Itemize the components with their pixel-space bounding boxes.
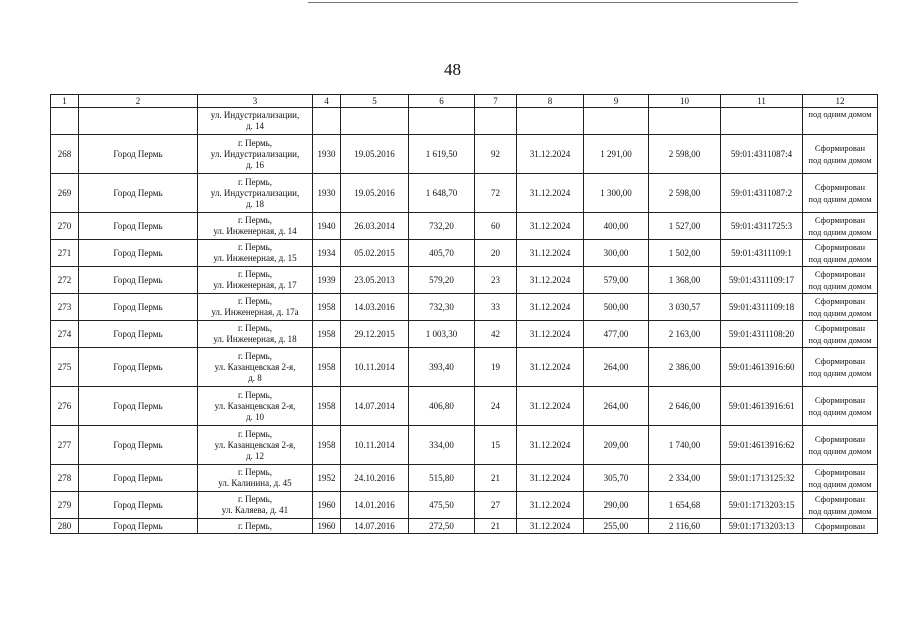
row-number: 270	[51, 213, 79, 240]
status-line: Сформирован	[814, 494, 866, 504]
deadline-cell: 31.12.2024	[517, 294, 584, 321]
address-cell	[198, 321, 313, 348]
address-line: д. 16	[245, 159, 265, 170]
norm-area-cell: 2 646,00	[649, 387, 721, 426]
column-number: 12	[803, 95, 878, 108]
deadline-cell: 31.12.2024	[517, 348, 584, 387]
date-cell: 14.07.2014	[341, 387, 409, 426]
city-cell: Город Пермь	[79, 240, 198, 267]
area-cell: 272,50	[409, 519, 475, 534]
city-cell: Город Пермь	[79, 321, 198, 348]
address-line: ул. Инженерная, д. 17а	[211, 307, 299, 317]
cadastral-cell: 59:01:4613916:62	[721, 426, 803, 465]
area-cell: 405,70	[409, 240, 475, 267]
area-cell: 393,40	[409, 348, 475, 387]
address-line: ул. Казанцевская 2-я,	[214, 439, 296, 450]
table-row	[51, 174, 878, 213]
year-cell: 1958	[313, 426, 341, 465]
cadastral-cell: 59:01:1713203:13	[721, 519, 803, 534]
year-cell: 1940	[313, 213, 341, 240]
address-line: д. 12	[245, 450, 265, 461]
table-row	[51, 294, 878, 321]
status-line: под одним домом	[808, 506, 872, 516]
row-number: 280	[51, 519, 79, 534]
land-area-cell: 255,00	[584, 519, 649, 534]
deadline-cell: 31.12.2024	[517, 267, 584, 294]
city-cell: Город Пермь	[79, 426, 198, 465]
address-line: ул. Индустриализации,	[210, 187, 300, 198]
housing-table	[50, 94, 878, 534]
norm-area-cell: 1 740,00	[649, 426, 721, 465]
address-cell	[198, 174, 313, 213]
status-line: Сформирован	[814, 269, 866, 279]
status-line: под одним домом	[808, 281, 872, 291]
continuation-status: под одним домом	[803, 108, 878, 135]
column-number: 11	[721, 95, 803, 108]
column-number: 7	[475, 95, 517, 108]
table-row	[51, 348, 878, 387]
date-cell: 24.10.2016	[341, 465, 409, 492]
city-cell: Город Пермь	[79, 294, 198, 321]
city-cell: Город Пермь	[79, 348, 198, 387]
row-number: 273	[51, 294, 79, 321]
address-line: ул. Инженерная, д. 14	[213, 226, 297, 236]
row-number: 278	[51, 465, 79, 492]
row-number: 279	[51, 492, 79, 519]
city-cell: Город Пермь	[79, 135, 198, 174]
status-cell	[803, 387, 878, 426]
status-line: Сформирован	[814, 434, 866, 444]
residents-cell: 33	[475, 294, 517, 321]
status-cell	[803, 348, 878, 387]
column-number: 3	[198, 95, 313, 108]
cadastral-cell: 59:01:4613916:61	[721, 387, 803, 426]
status-line: Сформирован	[814, 323, 866, 333]
address-line: ул. Казанцевская 2-я,	[214, 361, 296, 372]
row-number: 272	[51, 267, 79, 294]
residents-cell: 15	[475, 426, 517, 465]
deadline-cell: 31.12.2024	[517, 174, 584, 213]
cadastral-cell: 59:01:1713203:15	[721, 492, 803, 519]
status-cell	[803, 213, 878, 240]
row-number: 269	[51, 174, 79, 213]
cadastral-cell: 59:01:4311725:3	[721, 213, 803, 240]
continuation-row	[51, 108, 878, 135]
status-line: Сформирован	[814, 467, 866, 477]
deadline-cell: 31.12.2024	[517, 387, 584, 426]
city-cell: Город Пермь	[79, 519, 198, 534]
residents-cell: 21	[475, 519, 517, 534]
address-line: ул. Инженерная, д. 17	[213, 280, 297, 290]
row-number: 268	[51, 135, 79, 174]
table-row	[51, 465, 878, 492]
address-line: г. Пермь,	[237, 428, 273, 439]
city-cell: Город Пермь	[79, 174, 198, 213]
year-cell: 1958	[313, 294, 341, 321]
deadline-cell: 31.12.2024	[517, 492, 584, 519]
land-area-cell: 290,00	[584, 492, 649, 519]
status-line: под одним домом	[808, 407, 872, 417]
table-row	[51, 240, 878, 267]
area-cell: 406,80	[409, 387, 475, 426]
address-cell	[198, 465, 313, 492]
status-line: Сформирован	[814, 395, 866, 405]
row-number: 274	[51, 321, 79, 348]
column-number: 2	[79, 95, 198, 108]
address-line: г. Пермь,	[237, 296, 273, 306]
year-cell: 1960	[313, 492, 341, 519]
date-cell: 10.11.2014	[341, 348, 409, 387]
status-cell	[803, 174, 878, 213]
date-cell: 29.12.2015	[341, 321, 409, 348]
status-line: Сформирован	[814, 356, 866, 366]
column-number: 10	[649, 95, 721, 108]
land-area-cell: 500,00	[584, 294, 649, 321]
residents-cell: 23	[475, 267, 517, 294]
year-cell: 1939	[313, 267, 341, 294]
address-cell	[198, 492, 313, 519]
residents-cell: 42	[475, 321, 517, 348]
deadline-cell: 31.12.2024	[517, 426, 584, 465]
area-cell: 579,20	[409, 267, 475, 294]
address-line: г. Пермь,	[237, 323, 273, 333]
address-cell	[198, 294, 313, 321]
address-line: г. Пермь,	[237, 350, 273, 361]
status-line: под одним домом	[808, 479, 872, 489]
area-cell: 334,00	[409, 426, 475, 465]
address-cell	[198, 348, 313, 387]
residents-cell: 19	[475, 348, 517, 387]
address-line: д. 10	[245, 411, 265, 422]
norm-area-cell: 1 368,00	[649, 267, 721, 294]
date-cell: 14.03.2016	[341, 294, 409, 321]
row-number: 276	[51, 387, 79, 426]
land-area-cell: 579,00	[584, 267, 649, 294]
date-cell: 14.01.2016	[341, 492, 409, 519]
table-row	[51, 519, 878, 534]
city-cell: Город Пермь	[79, 465, 198, 492]
status-cell	[803, 267, 878, 294]
column-number-row	[51, 95, 878, 108]
address-line: д. 8	[248, 372, 262, 383]
year-cell: 1934	[313, 240, 341, 267]
norm-area-cell: 3 030,57	[649, 294, 721, 321]
year-cell: 1952	[313, 465, 341, 492]
residents-cell: 60	[475, 213, 517, 240]
status-line: под одним домом	[808, 254, 872, 264]
norm-area-cell: 1 527,00	[649, 213, 721, 240]
row-number: 277	[51, 426, 79, 465]
year-cell: 1958	[313, 348, 341, 387]
city-cell: Город Пермь	[79, 387, 198, 426]
area-cell: 1 619,50	[409, 135, 475, 174]
land-area-cell: 1 300,00	[584, 174, 649, 213]
address-cell	[198, 267, 313, 294]
deadline-cell: 31.12.2024	[517, 135, 584, 174]
status-line: под одним домом	[808, 155, 872, 165]
status-line: Сформирован	[814, 521, 866, 531]
date-cell: 23.05.2013	[341, 267, 409, 294]
land-area-cell: 264,00	[584, 348, 649, 387]
address-cell	[198, 240, 313, 267]
status-cell	[803, 135, 878, 174]
column-number: 8	[517, 95, 584, 108]
address-cell	[198, 213, 313, 240]
date-cell: 14.07.2016	[341, 519, 409, 534]
city-cell: Город Пермь	[79, 267, 198, 294]
address-cell	[198, 387, 313, 426]
table-row	[51, 387, 878, 426]
norm-area-cell: 2 163,00	[649, 321, 721, 348]
address-line: д. 18	[245, 198, 265, 209]
land-area-cell: 477,00	[584, 321, 649, 348]
residents-cell: 24	[475, 387, 517, 426]
status-line: Сформирован	[814, 215, 866, 225]
norm-area-cell: 2 334,00	[649, 465, 721, 492]
address-line: ул. Казанцевская 2-я,	[214, 400, 296, 411]
status-line: под одним домом	[808, 308, 872, 318]
cadastral-cell: 59:01:4311109:17	[721, 267, 803, 294]
address-cell	[198, 426, 313, 465]
address-line: г. Пермь,	[237, 467, 273, 477]
address-line: г. Пермь,	[237, 242, 273, 252]
column-number: 9	[584, 95, 649, 108]
row-number: 275	[51, 348, 79, 387]
land-area-cell: 1 291,00	[584, 135, 649, 174]
status-cell	[803, 294, 878, 321]
address-cell	[198, 519, 313, 534]
column-number: 5	[341, 95, 409, 108]
area-cell: 732,20	[409, 213, 475, 240]
deadline-cell: 31.12.2024	[517, 240, 584, 267]
address-line: ул. Инженерная, д. 15	[213, 253, 297, 263]
address-line: ул. Калинина, д. 45	[218, 478, 292, 488]
continuation-address: ул. Индустриализации, д. 14	[198, 108, 313, 135]
address-line: г. Пермь,	[237, 176, 273, 187]
area-cell: 1 648,70	[409, 174, 475, 213]
column-number: 4	[313, 95, 341, 108]
top-rule	[308, 2, 780, 3]
residents-cell: 92	[475, 135, 517, 174]
status-cell	[803, 426, 878, 465]
date-cell: 19.05.2016	[341, 135, 409, 174]
table-row	[51, 213, 878, 240]
norm-area-cell: 1 654,68	[649, 492, 721, 519]
city-cell: Город Пермь	[79, 213, 198, 240]
area-cell: 1 003,30	[409, 321, 475, 348]
address-line: г. Пермь,	[237, 389, 273, 400]
table-row	[51, 492, 878, 519]
year-cell: 1960	[313, 519, 341, 534]
cadastral-cell: 59:01:4311109:18	[721, 294, 803, 321]
area-cell: 475,50	[409, 492, 475, 519]
date-cell: 10.11.2014	[341, 426, 409, 465]
status-cell	[803, 519, 878, 534]
residents-cell: 72	[475, 174, 517, 213]
column-number: 1	[51, 95, 79, 108]
land-area-cell: 300,00	[584, 240, 649, 267]
table-row	[51, 267, 878, 294]
cadastral-cell: 59:01:4613916:60	[721, 348, 803, 387]
status-line: под одним домом	[808, 335, 872, 345]
residents-cell: 21	[475, 465, 517, 492]
address-line: г. Пермь,	[237, 215, 273, 225]
year-cell: 1930	[313, 174, 341, 213]
residents-cell: 27	[475, 492, 517, 519]
address-line: г. Пермь,	[237, 269, 273, 279]
land-area-cell: 305,70	[584, 465, 649, 492]
table-row	[51, 426, 878, 465]
deadline-cell: 31.12.2024	[517, 519, 584, 534]
address-line: г. Пермь,	[237, 494, 273, 504]
norm-area-cell: 2 598,00	[649, 135, 721, 174]
status-cell	[803, 321, 878, 348]
city-cell: Город Пермь	[79, 492, 198, 519]
status-line: под одним домом	[808, 194, 872, 204]
norm-area-cell: 1 502,00	[649, 240, 721, 267]
land-area-cell: 209,00	[584, 426, 649, 465]
status-line: под одним домом	[808, 368, 872, 378]
status-line: Сформирован	[814, 143, 866, 153]
status-line: Сформирован	[814, 296, 866, 306]
address-line: г. Пермь,	[237, 137, 273, 148]
norm-area-cell: 2 598,00	[649, 174, 721, 213]
cadastral-cell: 59:01:1713125:32	[721, 465, 803, 492]
status-cell	[803, 240, 878, 267]
page-number: 48	[444, 60, 461, 79]
deadline-cell: 31.12.2024	[517, 213, 584, 240]
norm-area-cell: 2 386,00	[649, 348, 721, 387]
cadastral-cell: 59:01:4311087:2	[721, 174, 803, 213]
status-line: Сформирован	[814, 182, 866, 192]
cadastral-cell: 59:01:4311109:1	[721, 240, 803, 267]
row-number: 271	[51, 240, 79, 267]
date-cell: 26.03.2014	[341, 213, 409, 240]
deadline-cell: 31.12.2024	[517, 465, 584, 492]
date-cell: 19.05.2016	[341, 174, 409, 213]
table-row	[51, 135, 878, 174]
address-line: ул. Каляева, д. 41	[221, 505, 289, 515]
area-cell: 732,30	[409, 294, 475, 321]
land-area-cell: 400,00	[584, 213, 649, 240]
area-cell: 515,80	[409, 465, 475, 492]
column-number: 6	[409, 95, 475, 108]
deadline-cell: 31.12.2024	[517, 321, 584, 348]
cadastral-cell: 59:01:4311087:4	[721, 135, 803, 174]
address-cell	[198, 135, 313, 174]
year-cell: 1958	[313, 321, 341, 348]
status-cell	[803, 492, 878, 519]
norm-area-cell: 2 116,60	[649, 519, 721, 534]
address-line: ул. Индустриализации,	[210, 148, 300, 159]
address-line: ул. Инженерная, д. 18	[213, 334, 297, 344]
status-line: под одним домом	[808, 227, 872, 237]
address-line: г. Пермь,	[237, 520, 273, 531]
cadastral-cell: 59:01:4311108:20	[721, 321, 803, 348]
year-cell: 1930	[313, 135, 341, 174]
status-line: Сформирован	[814, 242, 866, 252]
status-line: под одним домом	[808, 446, 872, 456]
land-area-cell: 264,00	[584, 387, 649, 426]
residents-cell: 20	[475, 240, 517, 267]
year-cell: 1958	[313, 387, 341, 426]
date-cell: 05.02.2015	[341, 240, 409, 267]
top-rule-end	[780, 2, 798, 3]
table-row	[51, 321, 878, 348]
status-cell	[803, 465, 878, 492]
